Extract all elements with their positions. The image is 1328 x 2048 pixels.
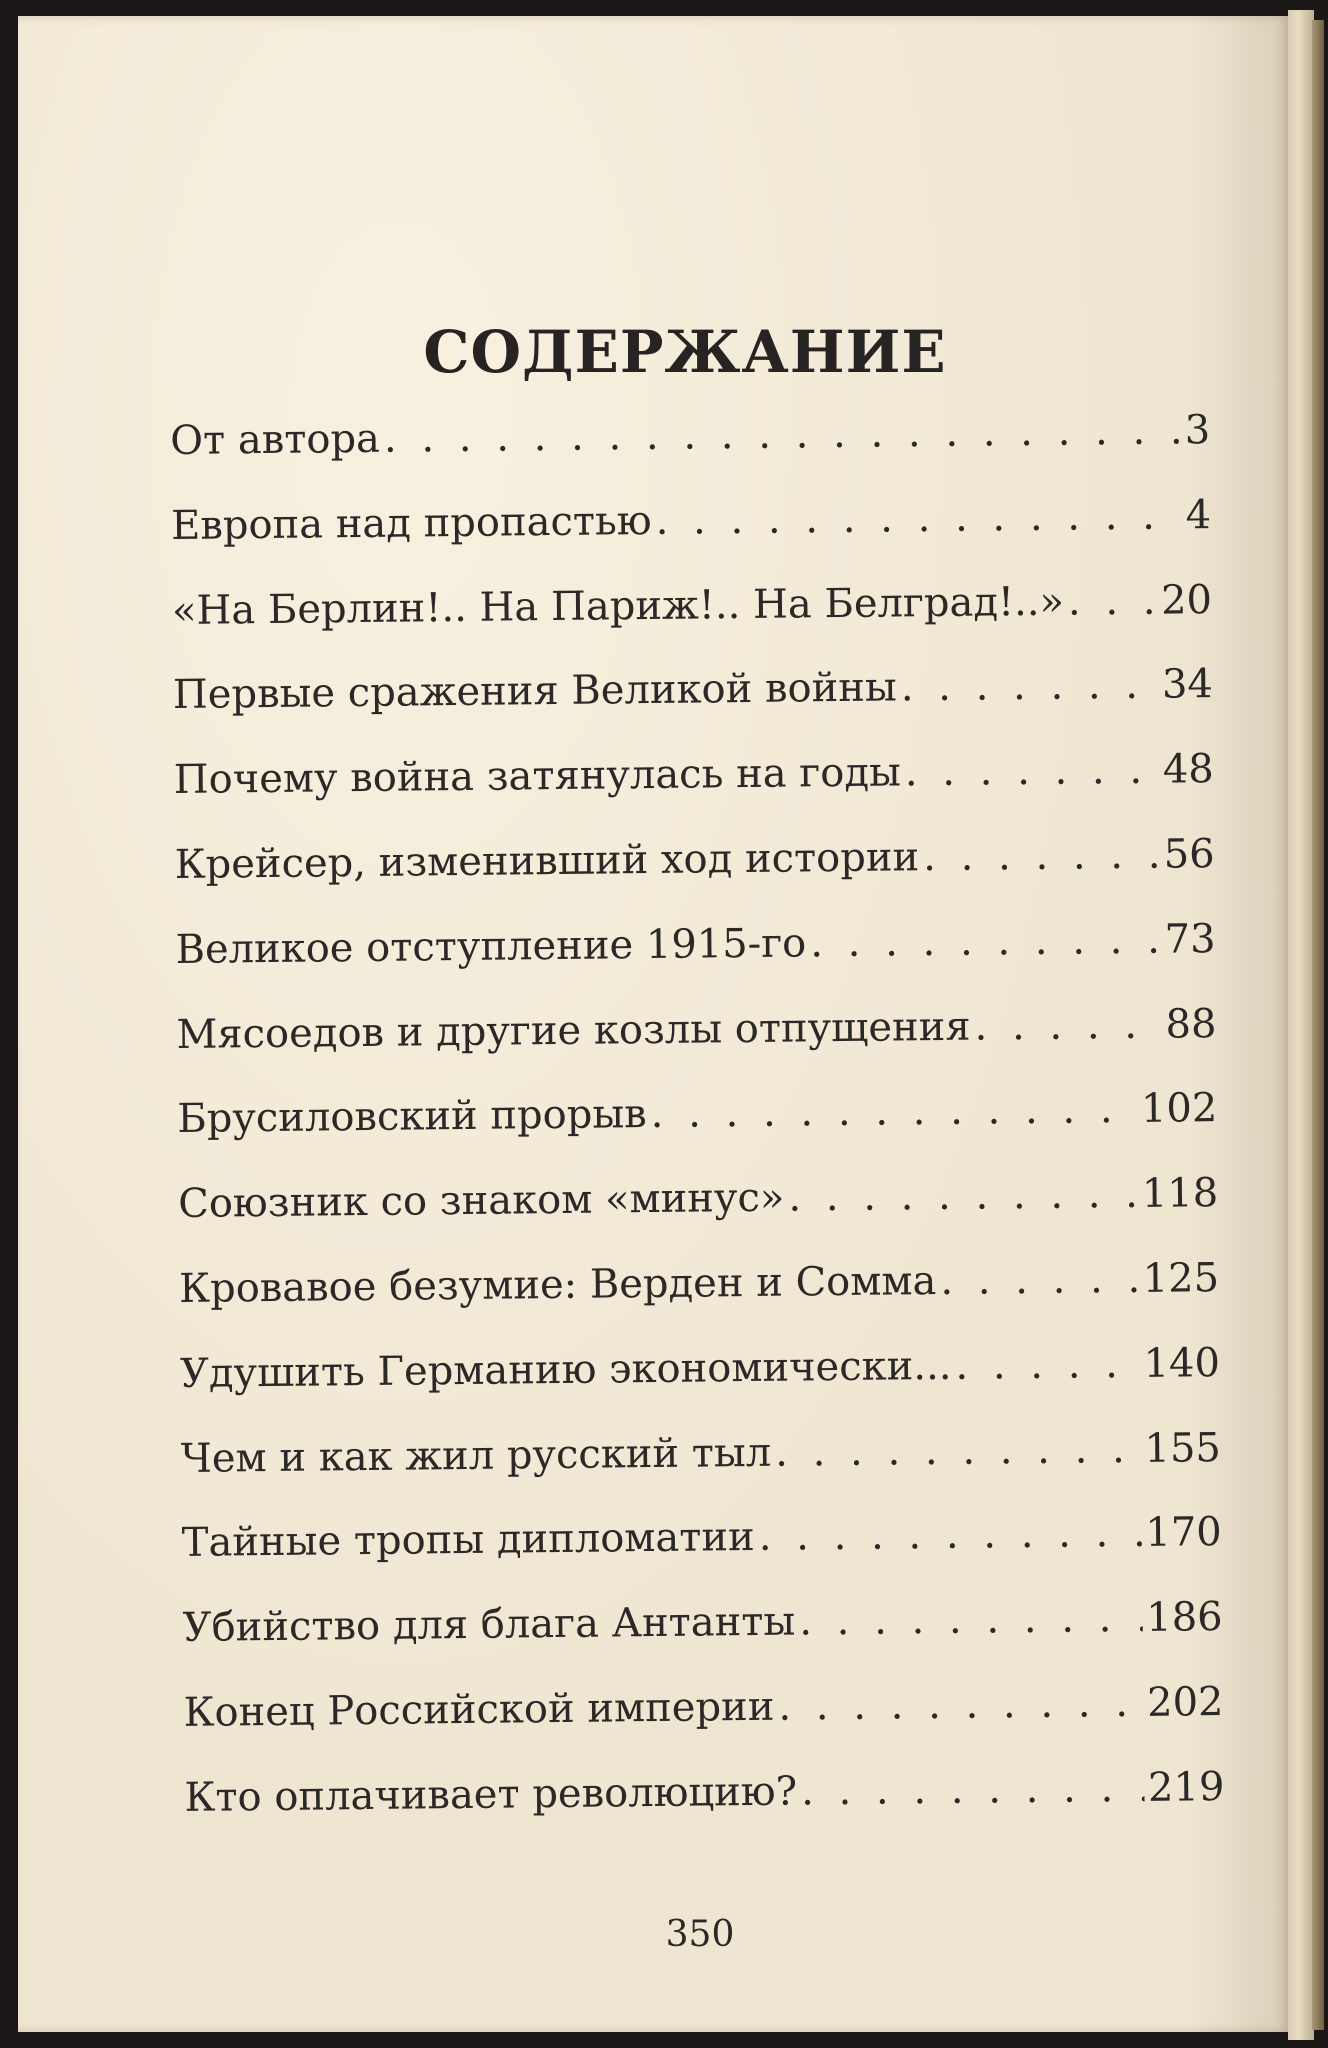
dot-leader — [955, 1341, 1140, 1389]
toc-entry-title: Конец Российской империи — [183, 1683, 775, 1736]
toc-entry — [184, 1764, 1225, 1860]
dot-leader — [900, 662, 1158, 711]
toc-entry-title: Удушить Германию экономически... — [179, 1342, 952, 1397]
toc-entry — [171, 492, 1212, 588]
toc-entry-page: 219 — [1147, 1763, 1225, 1811]
toc-entry-title: Тайные тропы дипломатии — [181, 1514, 755, 1567]
dot-leader — [758, 1510, 1141, 1560]
toc-entry-page: 118 — [1141, 1170, 1219, 1218]
dot-leader — [940, 1256, 1139, 1304]
toc-entry-page: 88 — [1165, 1000, 1217, 1048]
toc-entry-title: Союзник со знаком «минус» — [177, 1174, 785, 1228]
toc-entry-page: 48 — [1162, 746, 1214, 793]
toc-entry — [181, 1425, 1222, 1521]
toc-entry-page: 186 — [1146, 1594, 1223, 1641]
toc-entry-title: «На Берлин!.. На Париж!.. На Белград!..» — [171, 578, 1065, 634]
toc-entry — [177, 1085, 1218, 1181]
toc-entry-title: Крейсер, изменивший ход истории — [174, 834, 920, 888]
toc-entry-title: Европа над пропастью — [170, 497, 652, 549]
toc-entry-page: 125 — [1142, 1255, 1220, 1302]
dot-leader — [974, 1001, 1161, 1049]
toc-entry-page: 102 — [1140, 1085, 1218, 1133]
toc-entry-title: Почему война затянулась на годы — [173, 749, 902, 804]
toc-entry-title: Первые сражения Великой войны — [172, 664, 897, 719]
toc-entry — [172, 577, 1213, 673]
dot-leader — [778, 1680, 1143, 1730]
toc-entry — [183, 1679, 1224, 1775]
dot-leader — [810, 916, 1161, 966]
toc-entry-title: Великое отступление 1915-го — [175, 920, 807, 973]
toc-entry-title: От автора — [170, 415, 381, 464]
dot-leader — [1068, 577, 1158, 624]
toc-entry-title: Убийство для блага Антанты — [182, 1598, 796, 1652]
toc-entry-page: 140 — [1143, 1339, 1221, 1387]
toc-entry — [182, 1594, 1223, 1690]
page-edge — [1288, 10, 1314, 2040]
toc-entry — [170, 407, 1211, 503]
toc-entry — [175, 916, 1216, 1012]
toc-entry-page: 34 — [1161, 661, 1214, 709]
dot-leader — [788, 1171, 1138, 1221]
dot-leader — [384, 407, 1181, 461]
toc-entry — [182, 1509, 1223, 1605]
toc-entry — [178, 1170, 1219, 1266]
dot-leader — [799, 1595, 1143, 1645]
dot-leader — [655, 492, 1182, 544]
toc-entry-page: 170 — [1145, 1509, 1222, 1557]
page-title: СОДЕРЖАНИЕ — [423, 318, 947, 386]
toc-entry — [176, 1001, 1217, 1097]
toc-entry-title: Кто оплачивает революцию? — [184, 1768, 798, 1821]
toc-entry-title: Брусиловский прорыв — [177, 1091, 647, 1143]
toc-entry — [179, 1255, 1220, 1351]
toc-entry-page: 202 — [1146, 1678, 1224, 1726]
toc-entry-title: Чем и как жил русский тыл — [180, 1429, 772, 1482]
table-of-contents — [170, 407, 1225, 1859]
dot-leader — [905, 747, 1160, 796]
toc-entry — [180, 1340, 1221, 1436]
dot-leader — [650, 1086, 1137, 1137]
toc-entry-page: 3 — [1184, 407, 1211, 454]
toc-entry-page: 56 — [1163, 831, 1215, 878]
toc-entry-title: Кровавое безумие: Верден и Сомма — [178, 1257, 937, 1312]
toc-entry-page: 20 — [1160, 576, 1213, 624]
dot-leader — [923, 832, 1160, 880]
toc-entry-page: 4 — [1185, 491, 1212, 539]
toc-entry-page: 155 — [1144, 1424, 1222, 1472]
page-number: 350 — [665, 1914, 735, 1955]
toc-entry-title: Мясоедов и другие козлы отпущения — [176, 1003, 971, 1058]
dot-leader — [775, 1425, 1141, 1475]
toc-entry — [174, 746, 1215, 842]
toc-entry-page: 73 — [1164, 915, 1216, 963]
dot-leader — [801, 1765, 1144, 1815]
toc-entry — [173, 661, 1214, 757]
toc-entry — [174, 831, 1215, 927]
